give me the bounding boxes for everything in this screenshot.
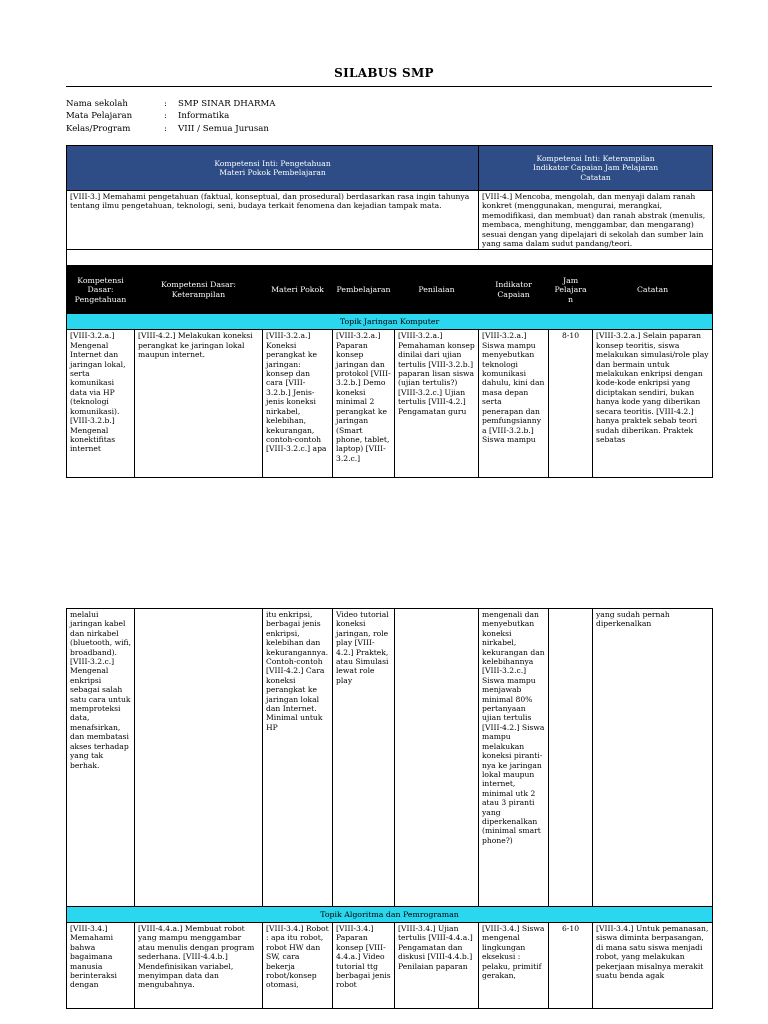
table-cell: [VIII-3.4.] Memahami bahwa bagaimana manusia berinteraksi dengan <box>67 923 135 1009</box>
ki-header-line: Indikator Capaian Jam Pelajaran <box>532 163 659 173</box>
table-cell: yang sudah pernah diperkenalkan <box>593 609 713 907</box>
table-cell: melalui jaringan kabel dan nirkabel (bluetooth, wifi, broadband). [VIII-3.2.c.] Mengenal enkripsi sebagai salah satu cara untuk memproteksi data, menafsirkan, dan membatasi akses terhadap yang tak berhak. <box>67 609 135 907</box>
ki-knowledge-text: [VIII-3.] Memahami pengetahuan (faktual, konseptual, dan prosedural) berdasarkan rasa ingin tahunya tentang ilmu pengetahuan, teknologi, seni, budaya terkait fenomena dan kejadian tampak mata. <box>67 191 479 250</box>
table-cell <box>549 609 593 907</box>
info-separator: : <box>164 99 167 109</box>
ki-header-line: Catatan <box>580 172 611 182</box>
col-header: Pembelajaran <box>333 266 395 314</box>
col-header: Kompetensi Dasar: Pengetahuan <box>67 266 135 314</box>
info-value: SMP SINAR DHARMA <box>178 99 276 109</box>
table-cell: [VIII-3.2.a.] Koneksi perangkat ke jaringan: konsep dan cara [VIII-3.2.b.] Jenis-jenis koneksi nirkabel, kelebihan, kekurangan, contoh-contoh [VIII-3.2.c.] apa <box>263 330 333 478</box>
info-row-school <box>66 98 275 110</box>
table-cell: Video tutorial koneksi jaringan, role play [VIII-4.2.] Praktek, atau Simulasi lewat role play <box>333 609 395 907</box>
table-row <box>67 330 713 478</box>
info-row-subject <box>66 110 275 122</box>
ki-knowledge-header <box>67 146 479 191</box>
table-cell: [VIII-3.2.a.] Siswa mampu menyebutkan teknologi komunikasi dahulu, kini dan masa depan serta penerapan dan pemfungsiannya [VIII-3.2.b.] Siswa mampu <box>479 330 549 478</box>
table-cell: 6-10 <box>549 923 593 1009</box>
table-cell <box>135 609 263 907</box>
table-cell: itu enkripsi, berbagai jenis enkripsi, kelebihan dan kekurangannya. Contoh-contoh [VIII-4.2.] Cara koneksi perangkat ke jaringan lokal dan Internet. Minimal untuk HP <box>263 609 333 907</box>
col-header: Penilaian <box>395 266 479 314</box>
info-label: Kelas/Program <box>66 123 131 134</box>
table-cell <box>395 609 479 907</box>
info-label: Mata Pelajaran <box>66 111 133 122</box>
topic-row: Topik Algoritma dan Pemrograman <box>67 907 713 923</box>
table-cell: [VIII-3.4.] Siswa mengenal lingkungan eksekusi : pelaku, primitif gerakan, <box>479 923 549 1009</box>
table-cell: [VIII-4.2.] Melakukan koneksi perangkat ke jaringan lokal maupun internet. <box>135 330 263 478</box>
col-header: Indikator Capaian <box>479 266 549 314</box>
table-cell: [VIII-3.2.a.] Mengenal Internet dan jaringan lokal, serta komunikasi data via HP (teknologi komunikasi). [VIII-3.2.b.] Mengenal konektifitas internet <box>67 330 135 478</box>
ki-header-line: Kompetensi Inti: Pengetahuan <box>214 158 331 168</box>
school-info <box>66 98 275 135</box>
syllabus-table-page-1 <box>66 145 713 478</box>
table-cell: [VIII-3.4.] Untuk pemanasan, siswa diminta berpasangan, di mana satu siswa menjadi robot, yang melakukan pekerjaan misalnya merakit suatu benda agak <box>593 923 713 1009</box>
topic-row: Topik Jaringan Komputer <box>67 314 713 330</box>
table-cell: [VIII-3.2.a.] Selain paparan konsep teoritis, siswa melakukan simulasi/role play dan bermain untuk melakukan enkripsi dengan kode-kode enkripsi yang diciptakan sendiri, bukan hanya kode yang diberikan secara teoritis. [VIII-4.2.] hanya praktek sebab teori sudah diberikan. Praktek sebatas <box>593 330 713 478</box>
table-cell: [VIII-3.4.] Paparan konsep [VIII-4.4.a.] Video tutorial ttg berbagai jenis robot <box>333 923 395 1009</box>
syllabus-table-page-2 <box>66 608 713 1009</box>
ki-skill-text: [VIII-4.] Mencoba, mengolah, dan menyaji dalam ranah konkret (menggunakan, mengurai, merangkai, memodifikasi, dan membuat) dan ranah abstrak (menulis, membaca, menghitung, menggambar, dan mengarang) sesuai dengan yang dipelajari di sekolah dan sumber lain yang sama dalam sudut pandang/teori. <box>479 191 713 250</box>
col-header: Catatan <box>593 266 713 314</box>
ki-header-line: Kompetensi Inti: Keterampilan <box>536 153 655 163</box>
info-separator: : <box>164 123 167 134</box>
table-cell: 8-10 <box>549 330 593 478</box>
table-row <box>67 923 713 1009</box>
col-header: Kompetensi Dasar: Keterampilan <box>135 266 263 314</box>
ki-skill-header <box>479 146 713 191</box>
col-header: Jam Pelajaran <box>549 266 593 314</box>
info-value: Informatika <box>178 111 230 122</box>
col-header: Materi Pokok <box>263 266 333 314</box>
spacer-row <box>67 250 713 266</box>
table-cell: [VIII-4.4.a.] Membuat robot yang mampu menggambar atau menulis dengan program sederhana. [VIII-4.4.b.] Mendefinisikan variabel, menyimpan data dan mengubahnya. <box>135 923 263 1009</box>
table-row <box>67 609 713 907</box>
info-separator: : <box>164 111 167 122</box>
info-value: VIII / Semua Jurusan <box>178 123 269 134</box>
table-cell: mengenali dan menyebutkan koneksi nirkabel, kekurangan dan kelebihannya [VIII-3.2.c.] Siswa mampu menjawab minimal 80% pertanyaan ujian tertulis [VIII-4.2.] Siswa mampu melakukan koneksi piranti-nya ke jaringan lokal maupun internet, minimal utk 2 atau 3 piranti yang diperkenalkan (minimal smart phone?) <box>479 609 549 907</box>
page-title: SILABUS SMP <box>334 66 434 80</box>
title-divider <box>66 86 712 87</box>
table-cell: [VIII-3.4.] Ujian tertulis [VIII-4.4.a.] Pengamatan dan diskusi [VIII-4.4.b.] Penilaian paparan <box>395 923 479 1009</box>
column-header-row <box>67 266 713 314</box>
table-cell: [VIII-3.2.a.] Pemahaman konsep dinilai dari ujian tertulis [VIII-3.2.b.] paparan lisan siswa (ujian tertulis?) [VIII-3.2.c.] Ujian tertulis [VIII-4.2.] Pengamatan guru <box>395 330 479 478</box>
ki-header-line: Materi Pokok Pembelajaran <box>219 168 326 177</box>
table-cell: [VIII-3.4.] Robot : apa itu robot, robot HW dan SW, cara bekerja robot/konsep otomasi, <box>263 923 333 1009</box>
table-cell: [VIII-3.2.a.] Paparan konsep jaringan dan protokol [VIII-3.2.b.] Demo koneksi minimal 2 perangkat ke jaringan (Smart phone, tablet, laptop) [VIII-3.2.c.] <box>333 330 395 478</box>
info-row-class <box>66 123 275 135</box>
info-label: Nama sekolah <box>66 99 128 109</box>
